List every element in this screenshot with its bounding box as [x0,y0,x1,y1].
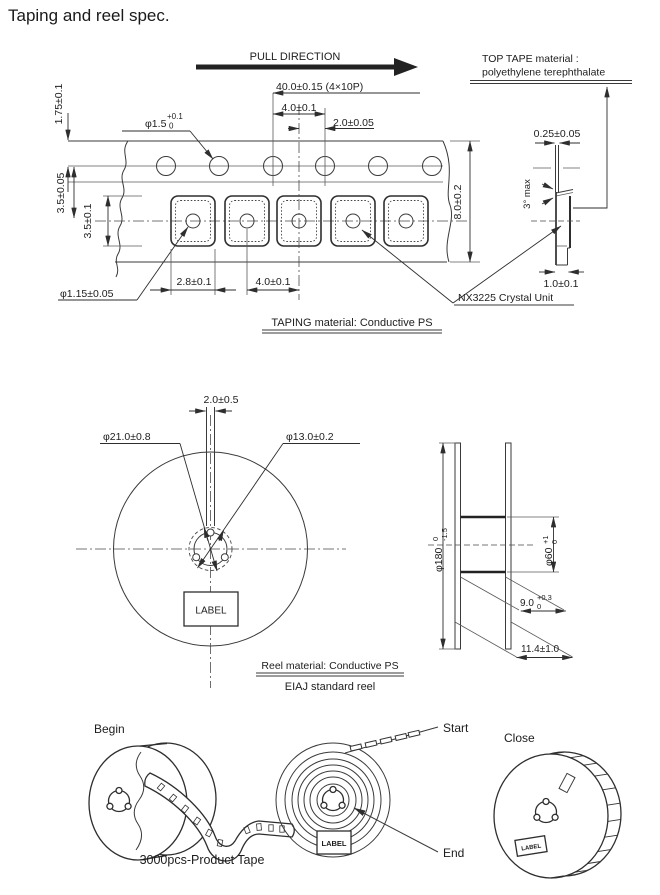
dim-hole-pocket-offset: 2.0±0.05 [333,117,374,129]
dim-inner-width-tol-up: +0.3 [537,593,552,602]
reel-material-note: Reel material: Conductive PS [261,660,399,672]
reel-front-view [76,394,360,688]
dim-reel-dia-tol-up: 0 [431,536,440,541]
dim-core-dia: φ60 [543,547,555,566]
start-tape-segments [350,730,420,751]
tape-top-view [53,51,632,333]
dim-inner-width: 9.0 [520,598,534,609]
packing-spiral-view [276,721,469,860]
start-label: Start [443,721,469,735]
page-title: Taping and reel spec. [8,6,170,25]
spiral-hub-hole [321,787,345,811]
reel-flange-right [506,443,512,649]
hub-key-notch [193,554,200,561]
dim-pocket-pitch: 4.0±0.1 [255,276,291,288]
pull-direction-arrowhead-icon [394,58,418,76]
dim-peel-angle: 3° max [522,179,533,209]
dim-slot-width: 2.0±0.5 [203,394,239,406]
close-label-text: LABEL [520,843,542,853]
reel-flange-left [455,443,461,649]
begin-label: Begin [94,722,125,736]
pull-direction-label: PULL DIRECTION [249,51,341,63]
packing-close-view [494,731,621,878]
top-tape-leader [573,87,607,208]
dim-core-dia-tol-dn: 0 [550,539,559,544]
dim-pocket-hole-dia: φ1.15±0.05 [60,288,114,300]
dim-reel-dia-tol-dn: -1.5 [440,528,449,541]
quantity-note: 3000pcs-Product Tape [139,853,265,867]
reel-label-text: LABEL [195,605,227,617]
dim-tape-width: 8.0±0.2 [452,184,464,220]
reel-notes [256,660,404,693]
dim-core-dia-tol-up: +1 [541,535,550,544]
dim-tape-pitch: 40.0±0.15 (4×10P) [276,81,364,93]
tape-left-break-line [116,141,128,277]
dim-top-tape-thickness: 0.25±0.05 [533,128,581,140]
dim-reel-dia: φ180 [433,547,445,572]
reel-side-view [428,443,573,658]
reel-standard-note: EIAJ standard reel [284,681,376,693]
dim-inner-width-tol-dn: 0 [537,602,542,611]
dim-edge-to-hole: 1.75±0.1 [53,83,65,125]
hub-key-notch [207,529,214,536]
end-leader [354,808,438,852]
dim-emboss-width: 1.0±0.1 [543,278,579,290]
taping-material-note: TAPING material: Conductive PS [271,317,433,329]
end-label: End [443,846,465,860]
dim-sprocket-pitch: 4.0±0.1 [281,102,317,114]
dim-hub-inner-dia: φ13.0±0.2 [286,431,334,443]
dim-outer-width: 11.4±1.0 [521,644,560,655]
top-tape-material-line1: TOP TAPE material : [482,53,579,65]
tape-right-break-line [443,141,452,262]
tape-cross-section [522,87,607,290]
dim-sprocket-hole-tol-dn: 0 [169,121,174,131]
spiral-label-text: LABEL [321,839,347,848]
top-tape-material-line2: polyethylene terephthalate [482,66,606,79]
dim-hole-to-pocket-center: 3.5±0.05 [55,172,67,214]
dim-sprocket-hole-tol-up: +0.1 [167,112,183,121]
dim-hub-outer-dia: φ21.0±0.8 [103,431,151,443]
component-label: NX3225 Crystal Unit [458,292,554,304]
close-label: Close [504,731,535,745]
dim-pocket-length: 3.5±0.1 [82,203,94,239]
hub-key-notch [221,554,228,561]
dim-pocket-width: 2.8±0.1 [176,276,212,288]
packing-begin-view [89,722,294,867]
dim-sprocket-hole-dia: φ1.5 [145,118,167,130]
